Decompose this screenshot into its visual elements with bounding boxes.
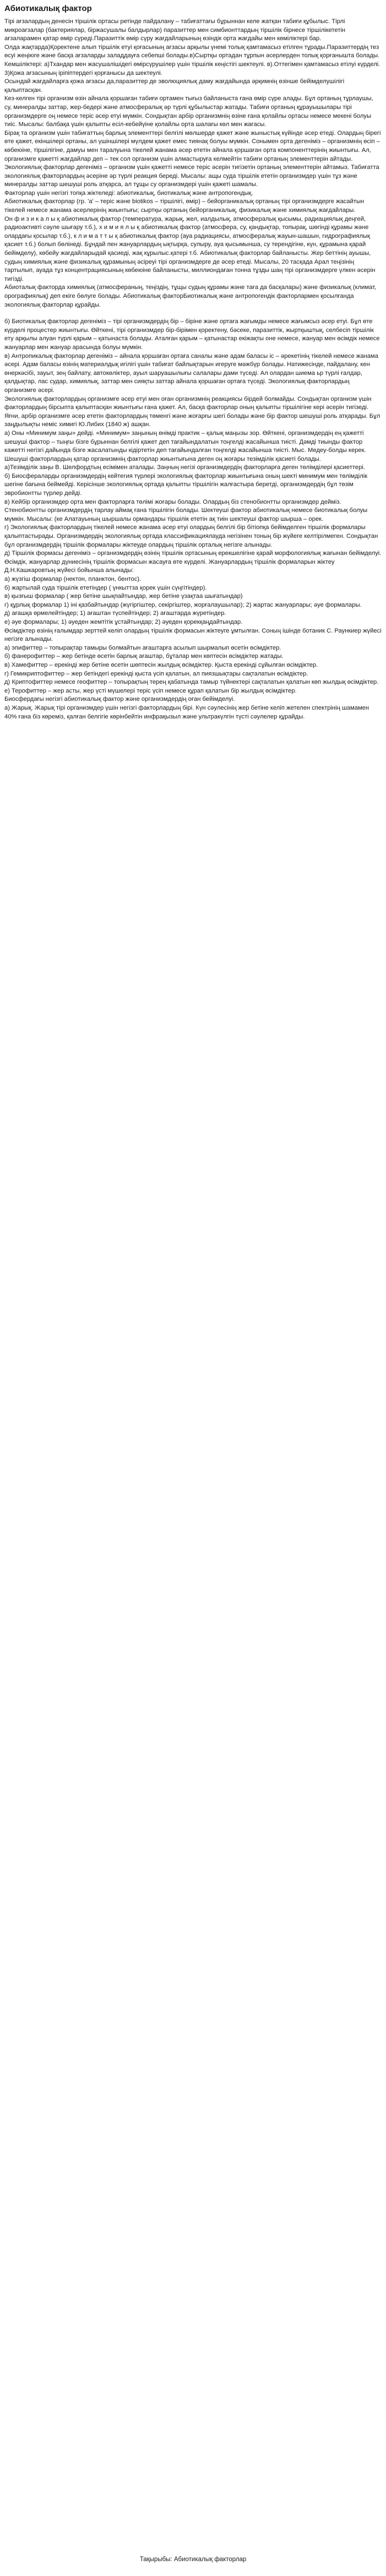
paragraph: Өсімдіктер өзінің ғалымдар зерттей келіп олардың тіршілік формасын жіктеуге ұмтылған. Соның ішінде ботаник С. Раункиер жүйесі негізге алынады. (4, 627, 382, 643)
paragraph: Кез-келген тірі организм өзін айнала қоршаған табиғи ортамен тығыз байланыста ғана өмір сүре алады. Бұл ортаның тұрлаушы, су, минералды заттар, жер-бедері және атмосфералық әр түрлі құбылыстар жатады. Табиғи ортаның құрауышылары тірі организмдерге оң немесе теріс әсер етуі мүмкін. Сондықтан арбір организмнің өзіне ғана қолайлы ортасы немесе мекені болуы тиіс. Мысалы: балбақа үшін қалыпты есіл-кебейүіне қолайлы орта шалағы көл мен жағасы. (4, 95, 373, 128)
paragraph: г) құрлық формалар 1) іні қазбайтындар (жүгіргіштер, секіргіштер, жорғалаушылар); 2) жартас жануарлары; әуе формалары. (4, 601, 362, 608)
paragraph: Абиотикалық факторлар (гр. 'a' – теріс және biotikos – тіршілігі, өмір) – бейорганикалық ортаның тірі организмдерге жасайтын тікелей немесе жанама әсерлерінің жиынтығы; сыртқы ортаның бейорганикалық, физикалық және химиялық жағдайлары. (4, 198, 365, 214)
paragraph: в) Кейбір организмдер орта мен факторларға төлімі жоғары болады. Олардың бiз стенобионтты организмдер дейміз. Стенобионтты организмдердің тарлау аймақ ғана тіршілігін болады. Шектеуші фактор абиотикалық немесе биотикалық болуы мүмкін. Мысалы: (ке Алатауының шыршалы ормандары тіршілік ететін ақ тиін шектеуші фактор шырша – орек. (4, 498, 368, 522)
paragraph: в) қызғыш формалар ( жер бетіне шықпайтындар, жер бетіне үзақтаа шығатындар) (4, 593, 243, 600)
paragraph: а)Тезімділік заңы В. Шелфордтың есімімен аталады. Заңның негізі организмдердің факторларға деген төлімділері қасиеттері. (4, 464, 365, 471)
paragraph: а) Оны «Минимум заңы» дейді. «Минимум» заңының өнімді практик – қалық маңызы зор. Өйткені, организмдердің ең қажетті шешуші фактор – тыңғы бізге бұрыннан белгілі қажет деп тағайындалатын тоңгелді жасайынша тиісті. Дәмді тиынды фактор кажетті негізгі дайында бізге жасалатынды кідіртетін деп тағайындалған тоңгелді жасайынша тиісті. Мыс. Медеу-болды керек. (4, 429, 366, 454)
paragraph: Биосфердағы негізгі абиотикалық фактор және организмдердің оған бейімделуі. (4, 696, 235, 703)
paragraph: Кемшіліктері: а)Тхандар мен жасушалішідегі өмірсүрушілер үшін тіршілік кеңістігі шектеулі. в).Оттегімен қамтамасыз етілуі күрделі. 3)Қожа ағзасының іріпіптердегі қорғанысы да шектеулі. (4, 61, 380, 77)
paragraph: д) ағашқа өрмелейтіндер; 1) ағаштан түспейтіндер; 2) ағаштарда жүретіндер. (4, 610, 226, 617)
paragraph: Экологиялық факторлардың организмге әсер етуі мен оған организмнің реакциясы бірдей болмайды. Сондықтан организм үшін факторлардың бірсыпта қалыптасқан жиынтығы ғана қажет. Ал, басқа факторлар оның қалыпты тіршілігіне кері әсерін тигізеді. Яғни, арбір организмге әсер ететін факторлардың төменгі және жоғарғы шегі болады және бір фактор шешуші роль атқарады. Бұл заңдылықты неміс химигі Ю.Либих (1840 ж) ашқан. (4, 395, 380, 428)
paragraph: а) эпифиттер – топырақтар тамыры болмайтын ағаштарға асылып шырмалып өсетін өсімдіктер. (4, 644, 281, 651)
paragraph: б) Биотикалық факторлар дегеніміз – тірі организмдердің бір – біріне және ортаға жағымды немесе жағымсыз әсер етуі. Бұл өте күрделі процестер жиынтығы. Өйткені, тірі организмдер бір-бірімен қоректену, бәсеке, паразиттік, жыртқыштық, селбесіп тіршілік ету арқылы алуан түрлі қарым – қатынаста болады. Аталған қарым – қатынастар екіжақты оне немесе, жануар мен өсімдік немесе жануарлар мен жануар арасында болуы мүмкін. (4, 318, 380, 351)
paragraph: д) Тіршілік формасы дегеніміз – организмдердің өзінің тіршілік ортасының ерекшелігіне қарай морфологиялық жағынан бейімделуі. Өсімдік, жануарлар дүниесінің тіршілік формасын жасауға өте күрделі. Жануарлардың тіршілік формаларын жіктеу Д.Н.Кашкаровтың жүйесі бойынша алынады: (4, 550, 382, 574)
paragraph: Тірі ағзалардың денесін тіршілік ортасы ретінде пайдалану – табиғаттағы бұрыннан келе жатқан табиғи құбылыс. Тірлі микроағзалар (бактериялар, біржасушалы балдырлар) паразиттер мен симбионттардың тіршілік бірнесе тіршілікететін ағзаларамен қатар өмір сүреді.Паразиттік өмір сүру жағдайларының өзіндік орта жағдайы мен көміліктері бар. (4, 18, 346, 42)
footer-caption: Тақырыбы: Абиотикалық факторлар (139, 2556, 247, 2563)
paragraph: Бірақ та организм үшін табиғаттың барлық элементтері белгілі мөлшерде қажет және жыныстық күйінде әсер етеді. Олардың бірегі өте қажет, екіншілері ортаны, ал үшіншілері мүлдем қажет емес тиянақ болуы мүмкін. Сонымен орта дегеніміз – организмнің өсіп – көбеюіне, тіршілігіне, дамуы мен таралуына тікелей жанама әсер ететін айнала қоршаған орта компоненттерінің жиынтығы. Ал, организмге қажетті жағдайлар деп – тек сол организм үшін алмастыруға келмейтін табиғи ортаның элементтерін айтады. Экологиялық факторлар дегеніміз – организм үшін қажетті немесе теріс әсерін тигізетін ортаның элементтерін айтамыз. Табиғатта экологиялық факторлардың әсеріне әр түрлі реакция береді. Мысалы: ащы суда тіршілік ететін организмдер үшін тұз және минералды заттар шешуші роль атқарса, ал тұщы су организмдері үшін қажеті шамалы. (4, 129, 381, 188)
paragraph: д) Криптофиттер немесе геофиттер – топырақтың терең қабатында тамыр түйнектері сақталатын қалатын көп жылдық өсімдіктер. (4, 679, 379, 686)
paragraph: Осындай жағдайларға қожа ағзасы да,паразиттер де эволюциялық даму жағдайында әрқимнің өзінше бейімделушілігі қалыптасқан. (4, 78, 345, 94)
paragraph: а) жүзгіш формалар (нектон, планктон, бентос). (4, 576, 142, 582)
paragraph: е) әуе формалары; 1) әуеден жемтітік ұстайтындар; 2) әуеден қорекқаңдайтындар. (4, 618, 243, 625)
document-body (4, 18, 382, 721)
paragraph: г) Экологиялық факторлардың тікелей немесе жанама әсер етуі олардың белгілі бір бітіопқа бейімделген тіршілік формалары қалыптастырады. Организмдердің экологиялық ортада классификациялауда негізінен тоның бір жүйеге келтірілмеген. Сондықтан бұл организмдердің тіршілік формалары жіктеуде олардың тіршілік орталық негізге алынады. (4, 524, 378, 548)
paragraph: Абиоталық факторда химиялық (атмосфераның, теңіздің, тұщы судың құрамы және таға да басқалары) және физикалық (климат, орографиялық) деп екіге бөлуге болады. Абиотикалық факторБиотикалық және антропогендік факторлармен қосылғанда экологиялық факторлар құрайды. (4, 284, 377, 308)
paragraph: а) Жарық. Жарық тірі организмдер үшін негізгі факторлардың бірі. Күн сәулесінің жер бетіне келіп жетелен спектрінің шамамен 40% ғана біз көреміз, қалған белгігіе көрінбейтін инфрақызыл және ультракүлгін түсті сәулелер құрайды. (4, 704, 369, 720)
paragraph: б) Биосфераларды организмдердің кейтегия түрлері экологиялық факторлар жиынтығына оның шекті минимум мен төлімділік шегіне бағына беймейді. Керісінше экологиялық ортада қалыпты тіршілігін жалғастыра беретді, организмдердің бұл төзім эвробионтты түрлер дейді. (4, 472, 368, 497)
paragraph: Факторлар үшін негізгі топқа жіктеледі: абиотикалық, биотикалық және антропогендық. (4, 189, 253, 197)
page-title: Абиотикалық фактор (4, 4, 92, 13)
paragraph: е) Терофиттер – жер асты, жер үсті мүшелері теріс үсіп немесе құрап қалатын бір жылдық өсімдіктер. (4, 687, 297, 694)
paragraph: в) Хамефиттер – ерекінді жер бетіне өсетін шөптесін жылдық өсімдіктер. Қыста ерекінді сұйылған өсімдіктер. (4, 661, 318, 668)
paragraph: б) жартылай суда тіршілік ететіндер ( үнкыттза қорек үшін сүңгітіндер). (4, 584, 207, 591)
paragraph: Шешуші факторлардың қатар организмнің факторлар жиынтығына деген оң жоғары тезімділік қасиеті болады. (4, 455, 321, 462)
paragraph: б) фанерофиттер – жер бетінде өсетін барлық ағаштар, бұталар мен көптесін өсімдіктер жатады. (4, 653, 284, 660)
paragraph: в) Антропикалық факторлар дегеніміз – айнала қоршаған ортаға саналы және адам баласы іс – әрекетінің тікелей немесе жанама әсері. Адам баласы өзінің материалдық игілігі үшін табиғат байлықтарын игеруге мәжбүр болады. Натижесінде, пайдалану, кен өнеркәсібі, зауыт, зең байлату, автокөліктер, ауыл шаруашылығы салалары дами түседі. Ал олардан шиема ьр түрлі ғалдар, қалдықтар, лас судар, химиялық, заттар мен сияқты заттар айнала қоршаған ортаға түседі. Экологиялық факторлардың организмге әсері. (4, 352, 378, 394)
paragraph: Он ф и з и к а л ы қ абиотикалық фактор (температура, жарық, жел, иалдылық, атмосфералық қысымы, радиациялық деңгей, радиоактивті сәуле шығару т.б.), х и м и я л ы қ абиотикалық фактор (атмосфера, су, қандықтар, топырақ, шөгінді құрамы және олардағы қосылар т.б.), к л и м а т т ы қ абиотикалық фактор (ауа радиациясы, атмосфералық жауын-шашын, гидрографиялық қасиет т.б.) болып бөлінеді. Бұндай пен жануарлардың ықтырқа, сулыру, ауа қысымынша, су терендігіне, күн, құрамына қарай бейімделу), көбейу жағдайларыдай қасиеді, жақ кұрылыс.қатері т.б. Абиотикалық факторлар байланысты. Жер беттінің ауышы, судың химиялық және физикалық құрамының әсіреуі тірі организмдерге де әсер етеді. Мысалы, 20 тасқада Арал теңізінің тартылып, ауада тұз концентрациясының көбеюіне байланысты, миллиондаған тонна тұзды шаң тірі организмдерге үлкен әсерін тигізді. (4, 215, 376, 282)
paragraph: Олда жақтарда)Қоректене алып тіршілік етуі қоғасының ағзасы арқылы үнемі толық қамтамасыз етілген тұрады.Паразиттердің тез өсуі жеңіюге және басқа ағзаларды заладдауға себепші болады.в)Сыртқы ортадан тұрпын әсерлерден толық қорғанышта болады. (4, 43, 380, 59)
paragraph: г) Гемикриптофиттер – жер бетіндегі ерекінді қыста үсіп қалатын, ал пиязшықтары сақталатын өсімдіктер. (4, 670, 308, 677)
